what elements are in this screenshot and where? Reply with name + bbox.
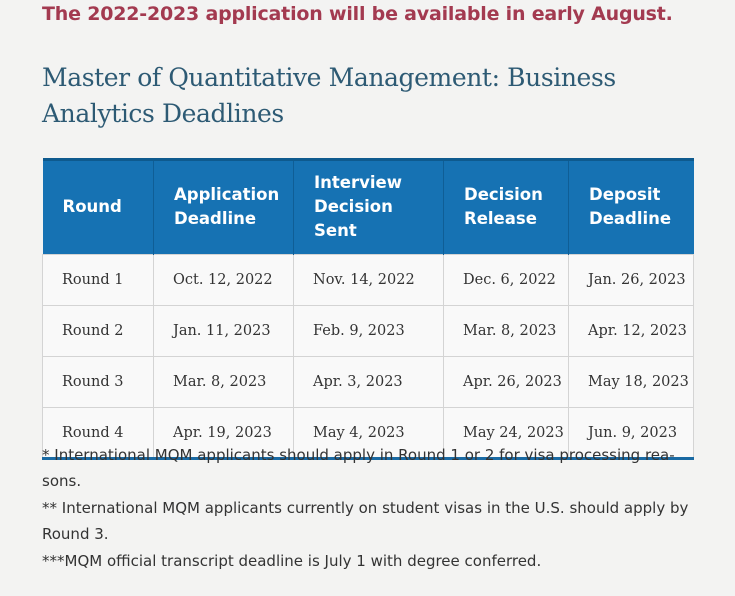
footnotes bbox=[42, 442, 702, 574]
table-header-row bbox=[43, 160, 694, 255]
footnote-visa-rounds: * International MQM applicants should apply in Round 1 or 2 for visa processing rea-sons. bbox=[42, 446, 675, 490]
table-cell: Dec. 6, 2022 bbox=[444, 255, 569, 306]
header-round: Round bbox=[43, 160, 154, 255]
table-cell: Feb. 9, 2023 bbox=[294, 306, 444, 357]
table-row bbox=[43, 255, 694, 306]
announcement-banner: The 2022-2023 application will be available in early August. bbox=[42, 3, 673, 25]
header-deposit-deadline: Deposit Deadline bbox=[569, 160, 694, 255]
header-application-deadline: Application Deadline bbox=[154, 160, 294, 255]
table-cell: Round 4 bbox=[43, 408, 154, 459]
footnote-transcript-deadline: ***MQM official transcript deadline is July 1 with degree conferred. bbox=[42, 552, 542, 570]
table-cell: Apr. 12, 2023 bbox=[569, 306, 694, 357]
table-cell: Jan. 26, 2023 bbox=[569, 255, 694, 306]
table-cell: Round 2 bbox=[43, 306, 154, 357]
table-cell: Apr. 26, 2023 bbox=[444, 357, 569, 408]
table-cell: Round 3 bbox=[43, 357, 154, 408]
header-interview-decision-sent: Interview Decision Sent bbox=[294, 160, 444, 255]
page-title: Master of Quantitative Management: Business Analytics Deadlines bbox=[42, 63, 616, 128]
table-cell: Mar. 8, 2023 bbox=[444, 306, 569, 357]
table-cell: Mar. 8, 2023 bbox=[154, 357, 294, 408]
deadlines-table bbox=[42, 158, 694, 460]
table-cell: Apr. 3, 2023 bbox=[294, 357, 444, 408]
table-cell: Round 1 bbox=[43, 255, 154, 306]
table-row bbox=[43, 357, 694, 408]
table-cell: Jan. 11, 2023 bbox=[154, 306, 294, 357]
table-cell: May 18, 2023 bbox=[569, 357, 694, 408]
table-cell: Jun. 9, 2023 bbox=[569, 408, 694, 459]
table-cell: May 4, 2023 bbox=[294, 408, 444, 459]
table-cell: Apr. 19, 2023 bbox=[154, 408, 294, 459]
table-cell: Nov. 14, 2022 bbox=[294, 255, 444, 306]
deadlines-table-container bbox=[42, 158, 693, 460]
header-decision-release: Decision Release bbox=[444, 160, 569, 255]
table-cell: Oct. 12, 2022 bbox=[154, 255, 294, 306]
table-row bbox=[43, 306, 694, 357]
table-cell: May 24, 2023 bbox=[444, 408, 569, 459]
footnote-student-visas: ** International MQM applicants currently on student visas in the U.S. should apply by Round 3. bbox=[42, 499, 689, 543]
